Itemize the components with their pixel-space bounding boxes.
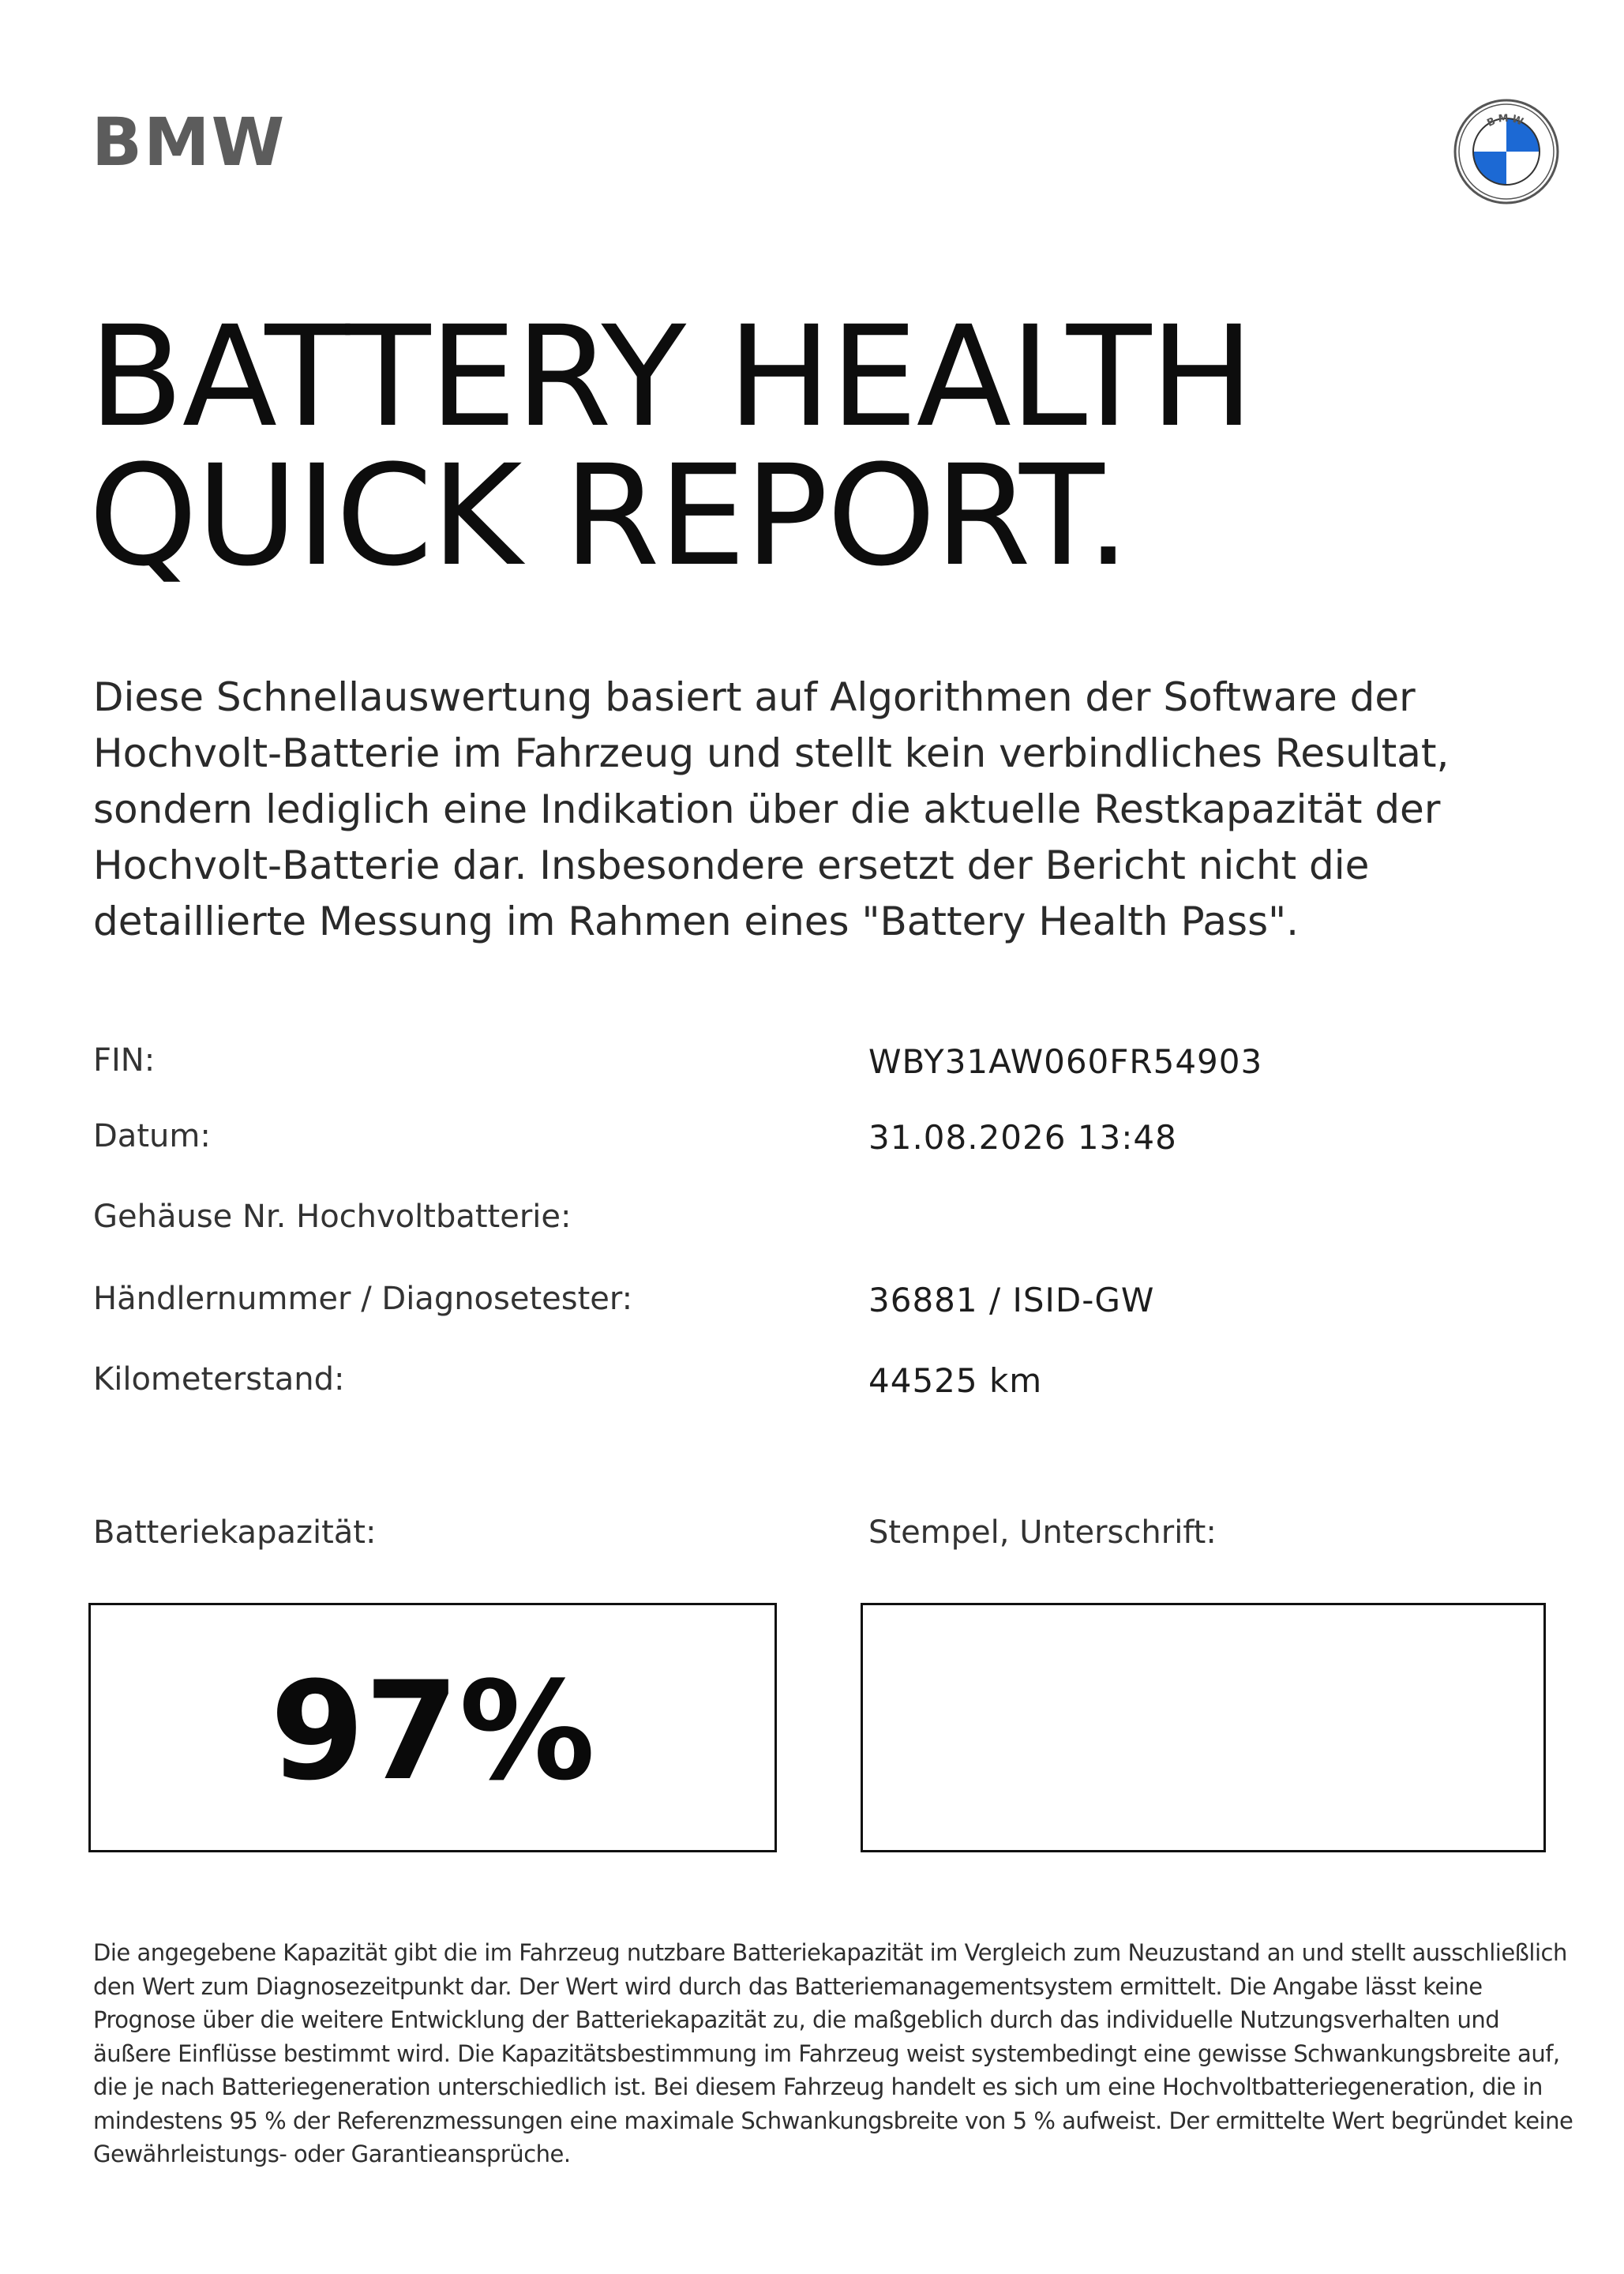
bmw-roundel-icon — [1453, 98, 1560, 205]
title-line-2: QUICK REPORT. — [88, 435, 1129, 597]
field-row-kilometerstand — [93, 1361, 1514, 1409]
title-line-1: BATTERY HEALTH — [88, 296, 1253, 458]
report-title — [88, 296, 1253, 597]
field-value: 36881 / ISID‑GW — [868, 1281, 1155, 1319]
stamp-label: Stempel, Unterschrift: — [868, 1514, 1217, 1551]
disclaimer-footnote: Die angegebene Kapazität gibt die im Fahrzeug nutzbare Batteriekapazität im Vergleich zum Neuzustand an und stellt ausschließlich den Wert zum Diagnosezeitpunkt dar. Der Wert wird durch das Batteriemanagementsystem ermittelt. Die Angabe lässt keine Prognose über die weitere Entwicklung der Batteriekapazität zu, die maßgeblich durch das individuelle Nutzungsverhalten und äußere Einflüsse bestimmt wird. Die Kapazitätsbestimmung im Fahrzeug weist systembedingt eine gewisse Schwankungsbreite auf, die je nach Batteriegeneration unterschiedlich ist. Bei diesem Fahrzeug handelt es sich um eine Hochvoltbatteriegeneration, die in mindestens 95 % der Referenzmessungen eine maximale Schwankungsbreite von 5 % aufweist. Der ermittelte Wert begründet keine Gewährleistungs‑ oder Garantieansprüche. — [93, 1939, 1573, 2167]
capacity-value: 97% — [270, 1652, 595, 1811]
field-value: WBY31AW060FR54903 — [868, 1042, 1263, 1081]
stamp-signature-box — [861, 1603, 1546, 1852]
field-value: 44525 km — [868, 1361, 1043, 1400]
intro-paragraph: Diese Schnellauswertung basiert auf Algorithmen der Software der Hochvolt‑Batterie im Fahrzeug und stellt kein verbindliches Resultat, sondern lediglich eine Indikation über die aktuelle Restkapazität der Hochvolt‑Batterie dar. Insbesondere ersetzt der Bericht nicht die detaillierte Messung im Rahmen eines "Battery Health Pass". — [93, 674, 1450, 944]
capacity-label: Batteriekapazität: — [93, 1514, 377, 1551]
field-label: Gehäuse Nr. Hochvoltbatterie: — [93, 1199, 572, 1235]
roundel-text: BMW — [1485, 112, 1528, 129]
field-value: 31.08.2026 13:48 — [868, 1118, 1177, 1157]
field-row-haendler — [93, 1281, 1514, 1328]
field-row-datum — [93, 1118, 1514, 1165]
field-label: Händlernummer / Diagnosetester: — [93, 1281, 633, 1317]
field-label: Datum: — [93, 1118, 211, 1154]
capacity-box — [88, 1603, 777, 1852]
brand-wordmark: BMW — [92, 103, 287, 181]
field-row-fin — [93, 1042, 1514, 1090]
field-label: FIN: — [93, 1042, 156, 1079]
field-row-gehaeuse — [93, 1199, 1514, 1246]
field-label: Kilometerstand: — [93, 1361, 345, 1398]
